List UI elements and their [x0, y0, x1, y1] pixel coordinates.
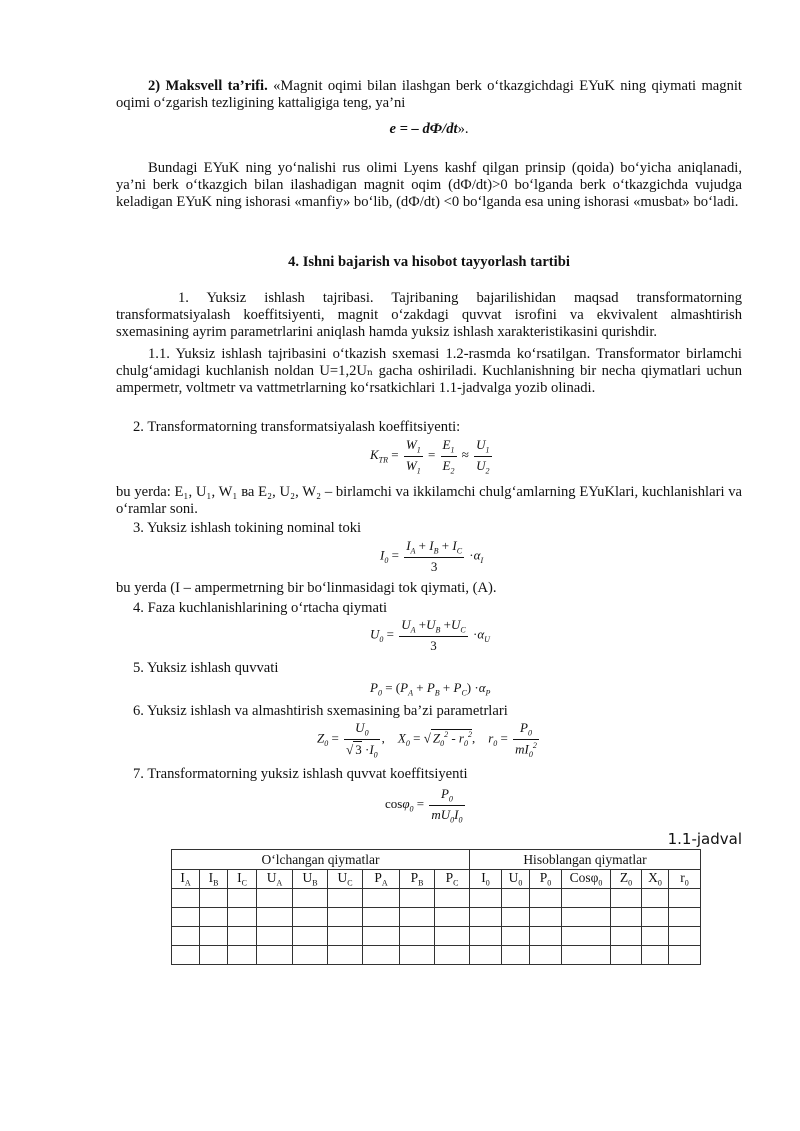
table-column-header	[470, 870, 502, 889]
maxwell-text: «Magnit oqimi bilan ilashgan berk o‘tkazgichdagi EYuK ning qiymati magnit oqimi o‘zgarish tezligining kattaligiga teng, ya’ni	[116, 78, 742, 111]
table-cell	[363, 946, 400, 965]
item-5-label: 5. Yuksiz ishlash quvvati	[133, 660, 279, 676]
table-cell	[502, 908, 530, 927]
column-symbol: I	[237, 870, 242, 886]
table-column-header	[642, 870, 669, 889]
measurements-table	[171, 849, 701, 965]
table-header-row	[172, 870, 701, 889]
table-cell	[470, 889, 502, 908]
table-cell	[611, 946, 642, 965]
column-symbol: Cosφ	[569, 870, 599, 886]
column-symbol: P	[374, 870, 382, 886]
column-subscript: B	[418, 878, 424, 888]
table-cell	[228, 908, 257, 927]
table-cell	[293, 927, 328, 946]
column-symbol: U	[508, 870, 519, 886]
table-cell	[328, 927, 363, 946]
maxwell-formula-line	[116, 121, 742, 138]
equivalent-circuit-formulas: $Z_0$ = $\frac{U_0}{√ 3 \cdot I_0}$ , $X_0$ = √ $Z_0^2 - r_0^2$, $r_0$ = $\frac{P_0}{mI_0^2}$	[317, 720, 537, 760]
column-symbol: P	[445, 870, 454, 886]
power-factor-formula: cosφ$_0$ = $\frac{P_0}{mU_0I_0}$	[385, 786, 463, 825]
column-subscript: 0	[628, 878, 633, 888]
table-group-calculated: Hisoblangan qiymatlar	[470, 850, 701, 870]
table-column-header	[328, 870, 363, 889]
table-row	[172, 927, 701, 946]
table-cell	[200, 946, 228, 965]
column-subscript: A	[184, 878, 191, 888]
table-cell	[435, 927, 470, 946]
item-1-1-paragraph: 1.1. Yuksiz ishlash tajribasini o‘tkazish sxemasi 1.2-rasmda ko‘rsatilgan. Transformator birlamchi chulg‘amidagi kuchlanish noldan U=1,2Uₙ gacha oshiriladi. Kuchlanishning bir necha qiymatlari uchun ampermetr, voltmetr va vattmetrlarning ko‘rsatkichlari 1.1-jadvalga yozib olinadi.	[116, 346, 742, 396]
column-symbol: U	[337, 870, 348, 886]
no-load-current-formula: $I_0$ = $\frac{I_A + I_B + I_C}{3}$ $\cdot\alpha_I$	[380, 538, 484, 574]
table-cell	[611, 927, 642, 946]
column-symbol: P	[539, 870, 548, 886]
table-cell	[200, 927, 228, 946]
column-symbol: Z	[619, 870, 629, 886]
table-cell	[642, 946, 669, 965]
item-2-label: 2. Transformatorning transformatsiyalash koeffitsiyenti:	[133, 419, 461, 435]
table-cell	[228, 946, 257, 965]
table-column-header	[228, 870, 257, 889]
item-3-label: 3. Yuksiz ishlash tokining nominal toki	[133, 520, 362, 536]
column-symbol: I	[481, 870, 486, 886]
table-body	[172, 889, 701, 965]
column-subscript: A	[276, 878, 283, 888]
item-1-paragraph: 1. Yuksiz ishlash tajribasi. Tajribaning bajarilishidan maqsad transformatorning transformatsiyalash koeffitsiyenti, magnit o‘zakdagi quvvat isrofini va ekvivalent almashtirish sxemasining ayrim parametrlarini aniqlash hamda yuksiz ishlash xarakteristikasini qurishdir.	[116, 290, 742, 340]
column-subscript: 0	[598, 878, 603, 888]
column-subscript: B	[213, 878, 219, 888]
column-subscript: 0	[684, 878, 689, 888]
table-cell	[562, 927, 611, 946]
table-column-header	[611, 870, 642, 889]
table-cell	[530, 946, 562, 965]
table-cell	[470, 927, 502, 946]
table-row	[172, 946, 701, 965]
column-symbol: U	[302, 870, 313, 886]
table-cell	[328, 946, 363, 965]
table-cell	[562, 889, 611, 908]
table-caption: 1.1-jadval	[667, 830, 742, 848]
table-cell	[502, 927, 530, 946]
column-subscript: 0	[518, 878, 523, 888]
column-subscript: 0	[547, 878, 552, 888]
table-cell	[435, 908, 470, 927]
table-cell	[293, 946, 328, 965]
table-cell	[400, 889, 435, 908]
maxwell-paragraph	[116, 78, 742, 112]
table-cell	[642, 927, 669, 946]
table-cell	[530, 889, 562, 908]
table-column-header	[257, 870, 293, 889]
lenz-paragraph: Bundagi EYuK ning yo‘nalishi rus olimi Lyens kashf qilgan prinsip (qoida) bo‘yicha aniqlanadi, ya’ni berk o‘tkazgich bilan ilashadigan magnit oqim (dФ/dt)>0 bo‘lganda berk o‘tkazgichda vujudga keladigan EYuK ning ishorasi «manfiy» bo‘lib, (dФ/dt) <0 bo‘lganda esa uning ishorasi «musbat» bo‘ladi.	[116, 160, 742, 210]
maxwell-heading: 2) Maksvell ta’rifi.	[148, 78, 268, 94]
table-cell	[435, 946, 470, 965]
table-cell	[293, 908, 328, 927]
table-row	[172, 908, 701, 927]
column-subscript: 0	[657, 878, 662, 888]
table-cell	[562, 908, 611, 927]
item-2-note: bu yerda: E₁, U₁, W₁ ва E₂, U₂, W₂ – birlamchi va ikkilamchi chulg‘amlarning EYuKlari, kuchlanishlari va o‘ramlar soni.	[116, 484, 742, 517]
item-4-label: 4. Faza kuchlanishlarining o‘rtacha qiymati	[133, 600, 388, 616]
table-cell	[363, 927, 400, 946]
column-symbol: I	[208, 870, 214, 886]
table-cell	[642, 889, 669, 908]
column-subscript: C	[347, 878, 353, 888]
table-cell	[363, 889, 400, 908]
column-symbol: P	[410, 870, 419, 886]
item-6-label: 6. Yuksiz ishlash va almashtirish sxemasining ba’zi parametrlari	[133, 703, 508, 719]
table-cell	[611, 889, 642, 908]
table-cell	[562, 946, 611, 965]
table-cell	[172, 908, 200, 927]
table-cell	[257, 889, 293, 908]
table-cell	[669, 908, 701, 927]
table-cell	[228, 889, 257, 908]
item-3-note: bu yerda (I – ampermetrning bir bo‘linmasidagi tok qiymati, (A).	[116, 580, 497, 596]
table-cell	[328, 889, 363, 908]
section-title: 4. Ishni bajarish va hisobot tayyorlash tartibi	[288, 254, 570, 270]
table-group-measured: O‘lchangan qiymatlar	[172, 850, 470, 870]
column-subscript: B	[312, 878, 318, 888]
table-cell	[257, 908, 293, 927]
item-7-label: 7. Transformatorning yuksiz ishlash quvvat koeffitsiyenti	[133, 766, 468, 782]
table-cell	[328, 908, 363, 927]
table-column-header	[293, 870, 328, 889]
column-subscript: A	[381, 878, 388, 888]
phase-voltage-formula: $U_0$ = $\frac{U_A +U_B +U_C}{3}$ $\cdot\alpha_U$	[370, 617, 490, 653]
table-cell	[172, 946, 200, 965]
table-cell	[669, 889, 701, 908]
table-cell	[435, 889, 470, 908]
column-symbol: X	[648, 870, 658, 886]
column-symbol: r	[680, 870, 685, 886]
table-cell	[611, 908, 642, 927]
table-cell	[669, 946, 701, 965]
table-cell	[669, 927, 701, 946]
table-cell	[470, 946, 502, 965]
table-cell	[200, 908, 228, 927]
table-cell	[400, 927, 435, 946]
column-symbol: U	[266, 870, 277, 886]
table-cell	[502, 946, 530, 965]
table-cell	[200, 889, 228, 908]
column-subscript: C	[241, 878, 247, 888]
table-column-header	[669, 870, 701, 889]
table-cell	[530, 927, 562, 946]
maxwell-formula: e = – dФ/dt	[389, 121, 458, 137]
table-column-header	[435, 870, 470, 889]
table-column-header	[400, 870, 435, 889]
table-cell	[172, 927, 200, 946]
table-column-header	[562, 870, 611, 889]
table-cell	[400, 908, 435, 927]
table-column-header	[530, 870, 562, 889]
table-column-header	[363, 870, 400, 889]
column-symbol: I	[180, 870, 185, 886]
table-column-header	[502, 870, 530, 889]
transformation-ratio-formula: $K_{TR}$ = $\frac{W_1}{W_1}$ = $\frac{E_1}{E_2}$ ≈ $\frac{U_1}{U_2}$	[370, 437, 490, 476]
table-cell	[257, 927, 293, 946]
table-cell	[642, 908, 669, 927]
table-cell	[293, 889, 328, 908]
column-subscript: C	[453, 878, 459, 888]
maxwell-formula-end: ».	[457, 121, 469, 137]
column-subscript: 0	[485, 878, 490, 888]
table-cell	[257, 946, 293, 965]
no-load-power-formula: $P_0 = (P_A + P_B + P_C) \cdot\alpha_P$	[370, 680, 491, 698]
table-column-header	[200, 870, 228, 889]
table-cell	[228, 927, 257, 946]
table-cell	[363, 908, 400, 927]
table-cell	[172, 889, 200, 908]
table-cell	[470, 908, 502, 927]
table-cell	[400, 946, 435, 965]
table-cell	[530, 908, 562, 927]
table-cell	[502, 889, 530, 908]
table-column-header	[172, 870, 200, 889]
table-row	[172, 889, 701, 908]
